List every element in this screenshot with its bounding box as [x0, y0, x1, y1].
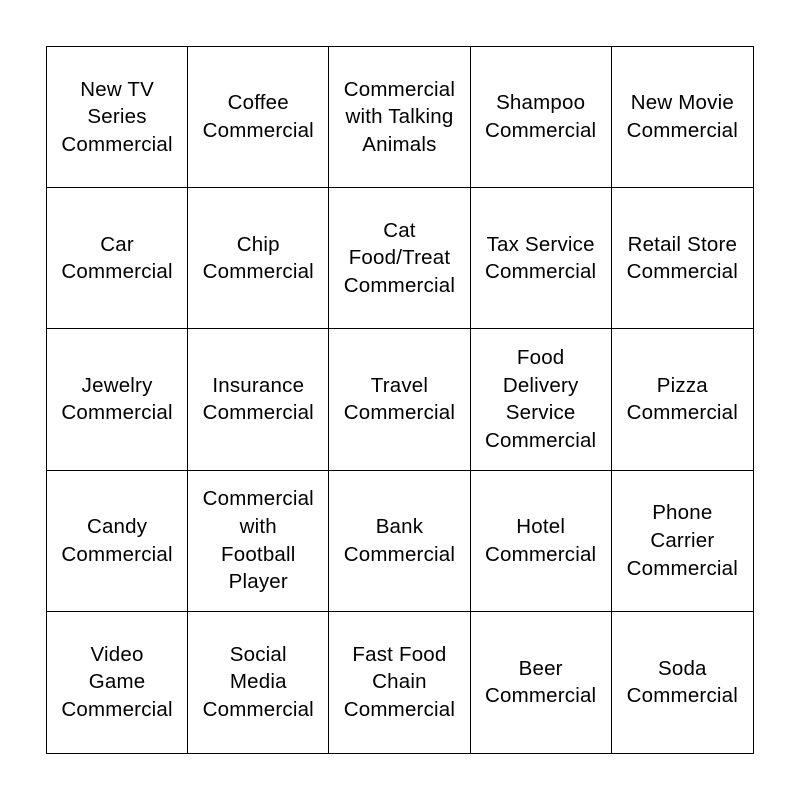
bingo-cell-r4c1[interactable] — [47, 471, 188, 612]
bingo-cell-r4c3[interactable] — [329, 471, 470, 612]
cell-label: Car Commercial — [61, 232, 173, 284]
bingo-cell-r1c5[interactable] — [612, 47, 753, 188]
cell-label: Insurance Commercial — [202, 373, 314, 425]
bingo-cell-r1c2[interactable] — [188, 47, 329, 188]
cell-label: Pizza Commercial — [626, 373, 739, 425]
bingo-cell-r4c5[interactable] — [612, 471, 753, 612]
bingo-cell-r2c4[interactable] — [471, 188, 612, 329]
bingo-cell-r5c2[interactable] — [188, 612, 329, 753]
cell-label: Soda Commercial — [626, 656, 739, 708]
bingo-cell-r1c3[interactable] — [329, 47, 470, 188]
bingo-cell-r5c4[interactable] — [471, 612, 612, 753]
cell-label: Social Media Commercial — [202, 642, 314, 722]
bingo-cell-r3c2[interactable] — [188, 329, 329, 470]
cell-label: Coffee Commercial — [202, 91, 314, 143]
cell-label: New TV Series Commercial — [61, 77, 173, 156]
cell-label: Candy Commercial — [61, 514, 173, 566]
bingo-cell-r2c3[interactable] — [329, 188, 470, 329]
bingo-cell-r5c3[interactable] — [329, 612, 470, 753]
bingo-cell-r5c5[interactable] — [612, 612, 753, 753]
cell-label: Cat Food/Treat Commercial — [343, 218, 456, 298]
cell-label: Hotel Commercial — [484, 514, 597, 566]
bingo-cell-r1c4[interactable] — [471, 47, 612, 188]
bingo-cell-r3c4[interactable] — [471, 329, 612, 470]
cell-label: Commercial with Football Player — [202, 487, 314, 594]
bingo-cell-r3c5[interactable] — [612, 329, 753, 470]
bingo-cell-r2c1[interactable] — [47, 188, 188, 329]
cell-label: Video Game Commercial — [61, 642, 173, 722]
cell-label: Bank Commercial — [343, 514, 456, 566]
cell-label: Commercial with Talking Animals — [343, 77, 456, 156]
bingo-cell-r3c1[interactable] — [47, 329, 188, 470]
cell-label: Food Delivery Service Commercial — [484, 346, 597, 453]
bingo-cell-r2c5[interactable] — [612, 188, 753, 329]
bingo-cell-r3c3[interactable] — [329, 329, 470, 470]
bingo-board — [46, 46, 754, 754]
cell-label: Chip Commercial — [202, 232, 314, 284]
cell-label: New Movie Commercial — [626, 91, 739, 143]
bingo-cell-r5c1[interactable] — [47, 612, 188, 753]
bingo-cell-r4c2[interactable] — [188, 471, 329, 612]
cell-label: Tax Service Commercial — [484, 232, 597, 284]
cell-label: Beer Commercial — [484, 656, 597, 708]
cell-label: Phone Carrier Commercial — [626, 501, 739, 580]
cell-label: Shampoo Commercial — [484, 91, 597, 143]
bingo-cell-r2c2[interactable] — [188, 188, 329, 329]
cell-label: Fast Food Chain Commercial — [343, 642, 456, 722]
cell-label: Jewelry Commercial — [61, 373, 173, 425]
bingo-cell-r1c1[interactable] — [47, 47, 188, 188]
cell-label: Retail Store Commercial — [626, 232, 739, 284]
cell-label: Travel Commercial — [343, 373, 456, 425]
bingo-cell-r4c4[interactable] — [471, 471, 612, 612]
